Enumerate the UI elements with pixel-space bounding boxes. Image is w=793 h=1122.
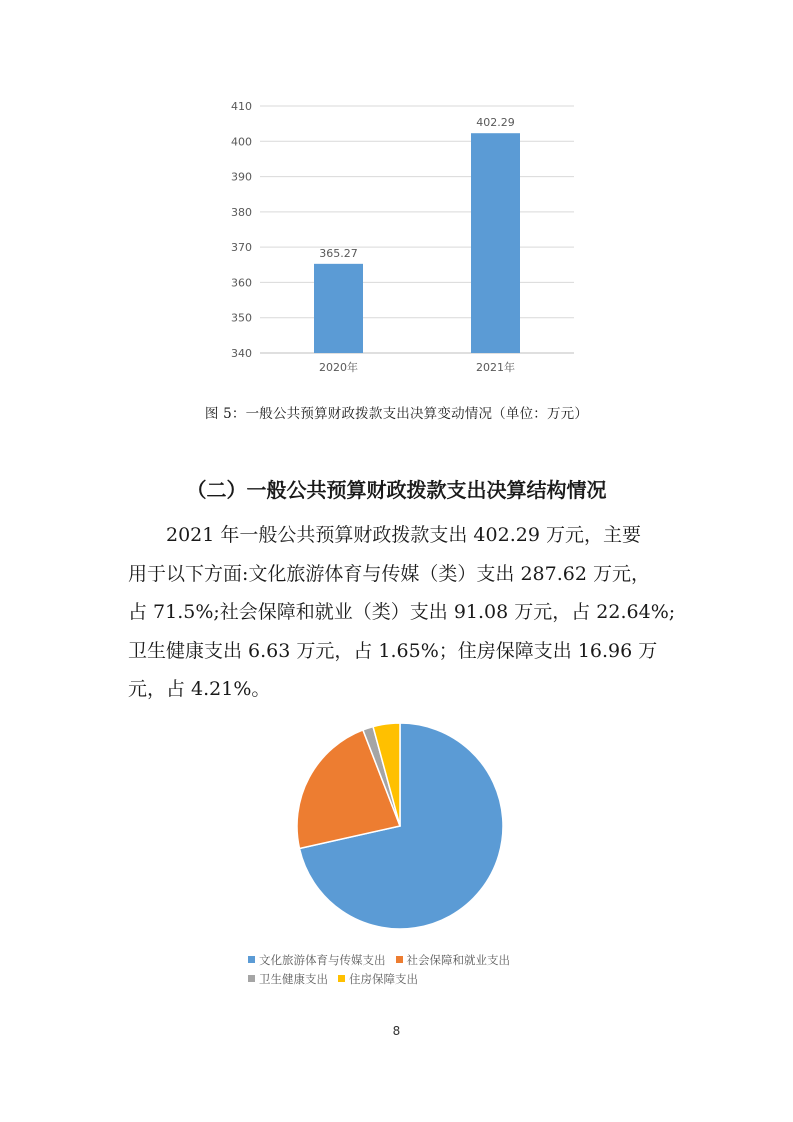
legend-label: 社会保障和就业支出 [406, 952, 510, 967]
y-tick-label: 370 [231, 241, 252, 255]
legend-label: 文化旅游体育与传媒支出 [259, 952, 386, 967]
figure-caption: 图 5：一般公共预算财政拨款支出决算变动情况（单位：万元） [204, 406, 589, 422]
y-tick-label: 390 [231, 170, 252, 184]
y-tick-label: 350 [231, 311, 252, 325]
legend-label: 卫生健康支出 [259, 971, 328, 986]
legend-item [248, 952, 386, 968]
paragraph-line: 卫生健康支出 6.63 万元，占 1.65%；住房保障支出 16.96 万 [128, 639, 658, 662]
legend-swatch [248, 956, 255, 963]
legend-swatch [338, 975, 345, 982]
paragraph-line: 2021 年一般公共预算财政拨款支出 402.29 万元，主要 [166, 524, 641, 546]
bar [471, 133, 520, 353]
legend-swatch [396, 956, 403, 963]
data-label: 402.29 [476, 116, 515, 130]
legend-item [248, 971, 328, 987]
y-tick-label: 410 [231, 100, 252, 113]
data-label: 365.27 [319, 246, 358, 260]
legend-label: 住房保障支出 [349, 971, 418, 986]
paragraph-line: 用于以下方面:文化旅游体育与传媒（类）支出 287.62 万元， [128, 562, 650, 585]
legend-swatch [248, 975, 255, 982]
paragraph-line: 元，占 4.21%。 [128, 678, 271, 700]
x-tick-label: 2020年 [319, 361, 358, 374]
legend-item [396, 952, 511, 968]
y-tick-label: 360 [231, 276, 252, 290]
bar [314, 264, 363, 353]
legend-item [338, 971, 418, 987]
body-paragraph [128, 516, 683, 709]
paragraph-line: 占 71.5%;社会保障和就业（类）支出 91.08 万元，占 22.64%; [128, 601, 676, 623]
x-tick-label: 2021年 [476, 361, 515, 374]
y-tick-label: 380 [231, 205, 252, 219]
y-tick-label: 340 [231, 347, 252, 360]
page-number: 8 [392, 1024, 401, 1038]
bar-chart [212, 92, 592, 384]
y-tick-label: 400 [231, 135, 252, 149]
section-heading: （二）一般公共预算财政拨款支出决算结构情况 [186, 478, 607, 502]
pie-legend [248, 950, 568, 988]
